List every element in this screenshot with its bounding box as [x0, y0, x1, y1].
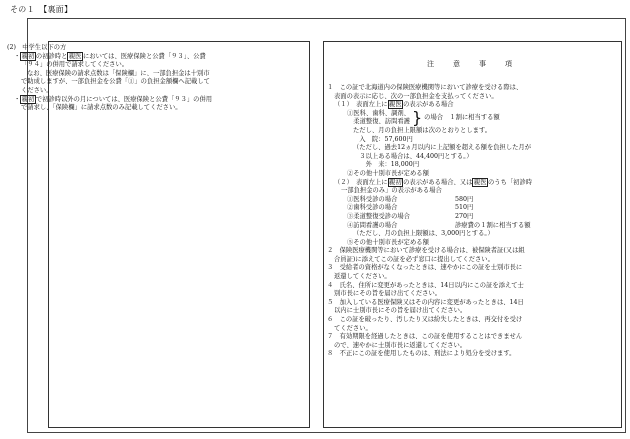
note-text: （２） 表面左上に: [334, 178, 388, 186]
bullet-1-line-5: ください。: [21, 86, 53, 94]
note-line: [327, 136, 619, 145]
notes-title: 注 意 事 項: [427, 60, 518, 68]
note-line: [327, 187, 619, 196]
note-line: [327, 230, 619, 239]
boxed-label: 親初: [21, 95, 35, 103]
boxed-label: 親医: [473, 178, 487, 186]
note-line: [327, 282, 619, 291]
note-text: 以内に士別市長にその旨を届け出てください。: [334, 307, 467, 315]
note-line: [327, 239, 619, 248]
note-line: [327, 247, 619, 256]
note-text: 返還してください。: [334, 273, 391, 281]
bullet-1-line-4: で助成しますが、一部負担金を公費「①」の負担金額欄へ記載して: [21, 78, 210, 86]
bullet-text: においては、医療保険と公費「９３」、公費: [82, 52, 206, 60]
bullet-text: で初診時以外の月については、医療保険と公費「９３」の併用: [35, 95, 213, 103]
amount-table: [327, 196, 619, 230]
bullet-mark: ・: [14, 95, 21, 103]
notes-block-2: [327, 127, 619, 196]
bullet-2-line-1: [7, 96, 257, 105]
amount-row: [327, 222, 619, 231]
brace-items: [347, 110, 410, 127]
note-line: [327, 350, 619, 359]
brace-text: の場合 １割に相当する額: [424, 114, 500, 122]
note-text: 合員証)に添えてこの証を必ず窓口に提出してください。: [334, 255, 494, 263]
amount-value: 診療費の１割に相当する額: [455, 221, 531, 229]
brace-item: ①医科、歯科、調剤、: [347, 109, 410, 117]
bullet-mark: ・: [14, 52, 21, 60]
note-text: ②その他十別市長が定める額: [347, 169, 429, 177]
notes-content: [327, 84, 619, 359]
page-heading: その１ 【裏面】: [10, 5, 73, 14]
note-text: ８ 不正にこの証を使用したものは、刑法により処分を受けます。: [327, 350, 516, 358]
brace-icon: }: [411, 108, 423, 128]
amount-label: ①医科受診の場合: [347, 195, 398, 203]
note-line: [327, 316, 619, 325]
note-text: （ただし、過去12ヵ月以内に上記額を超える額を負担した月が: [353, 144, 532, 152]
note-text: の表示がある場合、又は: [403, 178, 473, 186]
note-text: 外 来：18,000円: [353, 161, 420, 169]
note-text: ので、速やかに士別市長に返還してください。: [334, 341, 467, 349]
bullet-1-line-3: なお、医療保険の請求点数は「保険欄」に、一部負担金は十別市: [27, 69, 210, 77]
note-text: ⑤その他十別市長が定める額: [347, 238, 429, 246]
note-line: [327, 273, 619, 282]
note-text: ６ この証を破ったり、汚したり又は紛失したときは、再交付を受け: [327, 316, 523, 324]
note-line: [327, 307, 619, 316]
note-line: [327, 101, 619, 110]
bullet-2-line-2: で請求し、「保険欄」に請求点数のみ記載してください。: [21, 104, 182, 112]
note-text: 一部負担金のみ」の表示がある場合: [341, 187, 442, 195]
note-line: [327, 84, 619, 93]
note-text: 表面の表示に応じ、次の一部負担金を支払ってください。: [334, 92, 498, 100]
note-text: （１） 表面左上に: [334, 101, 388, 109]
note-line: [327, 93, 619, 102]
note-text: 入 院：57,600円: [353, 135, 413, 143]
note-text: ３ 受給者の資格がなくなったときは、速やかにこの証を士別市長に: [327, 264, 523, 272]
brace-item: 柔道整復、訪問看護: [347, 118, 410, 126]
left-panel-content: [7, 44, 257, 113]
note-text: 別市長にその旨を届け出てください。: [334, 290, 442, 298]
boxed-label: 親初: [389, 178, 402, 186]
notes-block-3: [327, 230, 619, 359]
boxed-label: 親初: [21, 52, 35, 60]
note-text: ３以上ある場合は、44,400円とする。）: [353, 152, 473, 160]
boxed-label: 親医: [389, 101, 402, 109]
note-line: [327, 179, 619, 188]
amount-row: [327, 204, 619, 213]
amount-label: ③柔道整復受診の場合: [347, 212, 410, 220]
note-text: ただし、月の負担上限額は次のとおりとします。: [353, 126, 492, 134]
note-text: ７ 有効期限を経過したときは、この証を使用することはできません: [327, 333, 523, 341]
note-text: の表示がある場合: [403, 101, 454, 109]
note-text: ４ 氏名、住所に変更があったときは、14日以内にこの証を添えて士: [327, 281, 524, 289]
note-text: ２ 保険医療機関等において診療を受ける場合は、被保険者証(又は組: [327, 247, 525, 255]
amount-value: 270円: [455, 212, 474, 220]
note-line: [327, 325, 619, 334]
note-text: てください。: [334, 324, 372, 332]
note-line: [327, 127, 619, 136]
amount-label: ②歯科受診の場合: [347, 204, 398, 212]
brace-group: [327, 110, 619, 127]
note-line: [327, 144, 619, 153]
note-line: [327, 333, 619, 342]
amount-value: 510円: [455, 204, 474, 212]
bullet-1-line-2: 「９４」の併用で請求してください。: [21, 61, 129, 69]
note-text: ５ 加入している医療保険又はその内容に変更があったときは、14日: [327, 298, 524, 306]
notes-block-1: [327, 84, 619, 110]
section-title: (2) 中学生以下の方: [7, 44, 67, 51]
note-text: （ただし、月の負担上限額は、3,000円とする。）: [353, 230, 494, 238]
note-line: [327, 264, 619, 273]
amount-label: ④訪問看護の場合: [347, 221, 398, 229]
bullet-text: の初診時と: [35, 52, 68, 60]
note-line: [327, 161, 619, 170]
note-line: [327, 290, 619, 299]
boxed-label: 親医: [68, 52, 82, 60]
amount-value: 580円: [455, 195, 474, 203]
note-text: １ この証で北海道内の保険医療機関等において診療を受ける際は、: [327, 84, 523, 91]
amount-row: [327, 213, 619, 222]
note-text: のうち「初診時: [487, 178, 533, 186]
bullet-1-line-1: [7, 53, 257, 62]
